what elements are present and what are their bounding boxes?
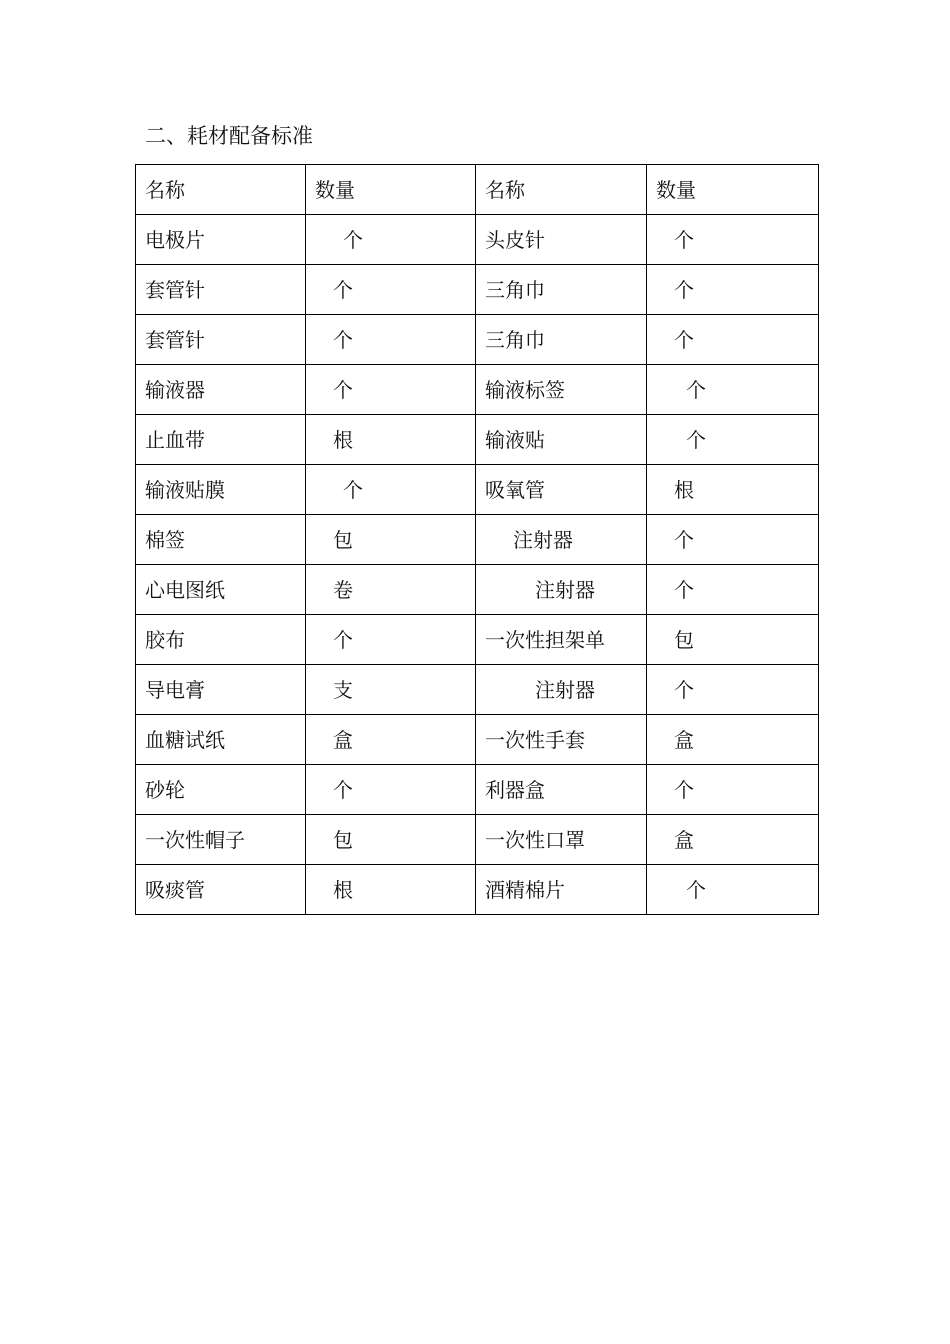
item-qty-left: 盒 [306, 715, 476, 765]
item-name-left: 砂轮 [136, 765, 306, 815]
item-name-right: 注射器 [476, 515, 647, 565]
item-qty-right: 盒 [647, 715, 819, 765]
item-qty-left: 个 [306, 365, 476, 415]
item-name-right: 输液标签 [476, 365, 647, 415]
item-qty-left: 根 [306, 415, 476, 465]
item-qty-right: 个 [647, 265, 819, 315]
header-name-right: 名称 [476, 165, 647, 215]
item-qty-right: 个 [647, 565, 819, 615]
item-qty-right: 个 [647, 315, 819, 365]
item-name-right: 一次性口罩 [476, 815, 647, 865]
header-name-left: 名称 [136, 165, 306, 215]
item-name-left: 一次性帽子 [136, 815, 306, 865]
item-name-left: 输液贴膜 [136, 465, 306, 515]
table-row [136, 715, 819, 765]
table-row [136, 515, 819, 565]
table-row [136, 815, 819, 865]
item-qty-left: 卷 [306, 565, 476, 615]
item-qty-right: 个 [647, 765, 819, 815]
item-qty-right: 包 [647, 615, 819, 665]
item-name-right: 三角巾 [476, 265, 647, 315]
table-row [136, 615, 819, 665]
item-name-left: 套管针 [136, 265, 306, 315]
item-qty-left: 根 [306, 865, 476, 915]
table-body [136, 165, 819, 915]
table-row [136, 265, 819, 315]
table-row [136, 865, 819, 915]
table-row [136, 315, 819, 365]
item-name-right: 输液贴 [476, 415, 647, 465]
item-qty-left: 个 [306, 615, 476, 665]
table-row [136, 765, 819, 815]
item-name-right: 利器盒 [476, 765, 647, 815]
item-name-right: 注射器 [476, 665, 647, 715]
item-qty-right: 个 [647, 515, 819, 565]
item-qty-right: 根 [647, 465, 819, 515]
item-qty-right: 个 [647, 665, 819, 715]
item-qty-left: 支 [306, 665, 476, 715]
item-name-left: 止血带 [136, 415, 306, 465]
table-row [136, 665, 819, 715]
item-name-right: 吸氧管 [476, 465, 647, 515]
item-name-right: 三角巾 [476, 315, 647, 365]
section-title: 二、耗材配备标准 [145, 124, 313, 148]
item-name-left: 吸痰管 [136, 865, 306, 915]
item-qty-right: 个 [647, 415, 819, 465]
item-qty-left: 个 [306, 765, 476, 815]
item-qty-right: 个 [647, 865, 819, 915]
item-name-left: 套管针 [136, 315, 306, 365]
table-row [136, 215, 819, 265]
table-header-row [136, 165, 819, 215]
item-name-right: 一次性担架单 [476, 615, 647, 665]
table-row [136, 565, 819, 615]
item-qty-right: 个 [647, 365, 819, 415]
item-name-left: 胶布 [136, 615, 306, 665]
item-qty-left: 包 [306, 815, 476, 865]
item-qty-left: 个 [306, 315, 476, 365]
item-qty-right: 盒 [647, 815, 819, 865]
item-name-right: 一次性手套 [476, 715, 647, 765]
header-qty-right: 数量 [647, 165, 819, 215]
header-qty-left: 数量 [306, 165, 476, 215]
table-row [136, 365, 819, 415]
table-row [136, 465, 819, 515]
item-qty-left: 个 [306, 465, 476, 515]
item-name-right: 注射器 [476, 565, 647, 615]
item-name-right: 头皮针 [476, 215, 647, 265]
table-row [136, 415, 819, 465]
item-qty-left: 个 [306, 265, 476, 315]
item-qty-right: 个 [647, 215, 819, 265]
item-name-left: 导电膏 [136, 665, 306, 715]
item-name-left: 棉签 [136, 515, 306, 565]
item-name-left: 输液器 [136, 365, 306, 415]
item-name-left: 心电图纸 [136, 565, 306, 615]
item-name-left: 电极片 [136, 215, 306, 265]
item-name-right: 酒精棉片 [476, 865, 647, 915]
supplies-table [135, 164, 819, 915]
item-name-left: 血糖试纸 [136, 715, 306, 765]
item-qty-left: 包 [306, 515, 476, 565]
item-qty-left: 个 [306, 215, 476, 265]
